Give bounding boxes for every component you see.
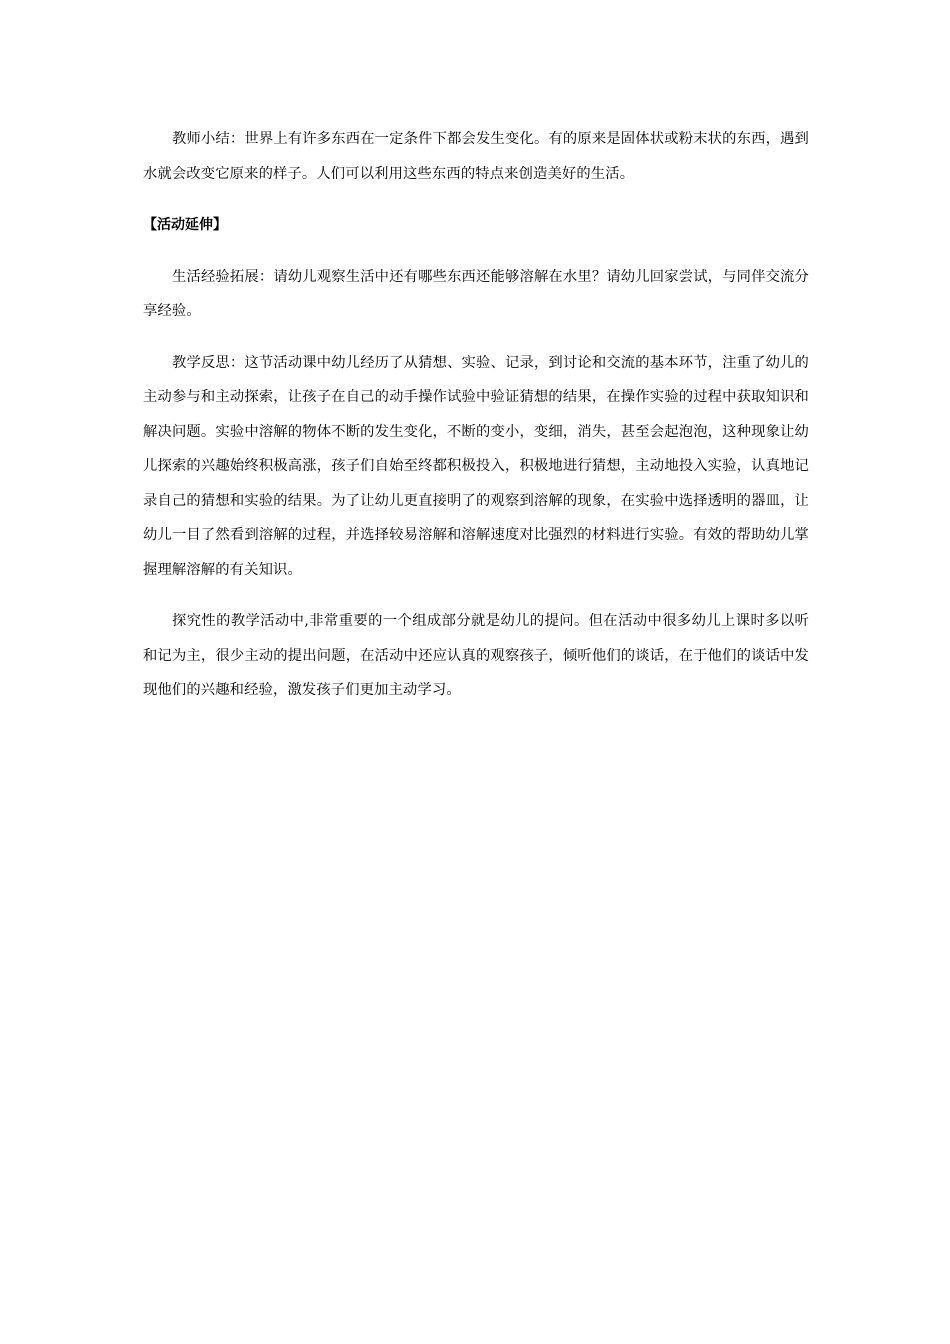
extension-paragraph: 生活经验拓展：请幼儿观察生活中还有哪些东西还能够溶解在水里？请幼儿回家尝试，与同伴交流分享经验。 [143,268,809,319]
document-body [143,122,809,708]
summary-paragraph: 教师小结：世界上有许多东西在一定条件下都会发生变化。有的原来是固体状或粉末状的东西，遇到水就会改变它原来的样子。人们可以利用这些东西的特点来创造美好的生活。 [143,131,809,182]
reflection-paragraph: 教学反思：这节活动课中幼儿经历了从猜想、实验、记录，到讨论和交流的基本环节，注重了幼儿的主动参与和主动探索，让孩子在自己的动手操作试验中验证猜想的结果，在操作实验的过程中获取知识和解决问题。实验中溶解的物体不断的发生变化，不断的变小，变细，消失，甚至会起泡泡，这种现象让幼儿探索的兴趣始终积极高涨，孩子们自始至终都积极投入，积极地进行猜想，主动地投入实验，认真地记录自己的猜想和实验的结果。为了让幼儿更直接明了的观察到溶解的现象，在实验中选择透明的器皿，让幼儿一目了然看到溶解的过程，并选择较易溶解和溶解速度对比强烈的材料进行实验。有效的帮助幼儿掌握理解溶解的有关知识。 [143,354,809,578]
paragraph-spacer [143,243,809,260]
inquiry-paragraph: 探究性的教学活动中,非常重要的一个组成部分就是幼儿的提问。但在活动中很多幼儿上课时多以听和记为主，很少主动的提出问题，在活动中还应认真的观察孩子，倾听他们的谈话，在于他们的谈话中发现他们的兴趣和经验，激发孩子们更加主动学习。 [143,613,809,698]
paragraph-spacer [143,191,809,208]
extension-heading: 【活动延伸】 [143,217,227,233]
paragraph-spacer [143,329,809,346]
paragraph-spacer [143,587,809,604]
